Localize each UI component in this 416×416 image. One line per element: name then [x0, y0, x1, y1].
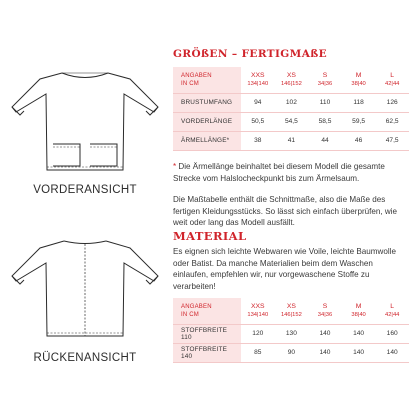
- table-cell: 59,5: [342, 112, 376, 131]
- technical-drawings: [0, 0, 170, 416]
- front-view-sketch: [0, 62, 170, 182]
- size-info-column: [171, 0, 411, 416]
- table-cell: 120: [241, 324, 275, 343]
- size-col-s: S 34|36: [308, 298, 342, 324]
- table-cell: 94: [241, 93, 275, 112]
- size-col-m: M 38|40: [342, 298, 376, 324]
- table-cell: 102: [275, 93, 309, 112]
- table-cell: 62,5: [375, 112, 409, 131]
- material-heading: MATERIAL: [173, 229, 247, 243]
- units-label: ANGABEN IN CM: [173, 67, 241, 93]
- size-col-xs: XS 146|152: [275, 298, 309, 324]
- row-label: BRUSTUMFANG: [173, 93, 241, 112]
- size-col-l: L 42|44: [375, 67, 409, 93]
- table-cell: 160: [375, 324, 409, 343]
- table-cell: 47,5: [375, 131, 409, 150]
- fabric-table: [173, 298, 409, 363]
- size-col-l: L 42|44: [375, 298, 409, 324]
- table-cell: 85: [241, 343, 275, 362]
- table-row: [173, 93, 409, 112]
- table-cell: 140: [342, 324, 376, 343]
- table-cell: 140: [308, 324, 342, 343]
- table-cell: 90: [275, 343, 309, 362]
- back-view-label: RÜCKENANSICHT: [33, 352, 137, 364]
- sizes-heading: GRÖßEN – FERTIGMAßE: [173, 48, 328, 60]
- table-cell: 46: [342, 131, 376, 150]
- size-col-s: S 34|36: [308, 67, 342, 93]
- row-label: VORDERLÄNGE: [173, 112, 241, 131]
- table-cell: 126: [375, 93, 409, 112]
- material-text: Es eignen sich leichte Webwaren wie Voile, leichte Baumwolle oder Batist. Da manche Materialien beim dem Waschen einlaufen, empfehlen wir, nur vorgewaschene Stoffe zu verarbeiten!: [173, 247, 396, 291]
- size-col-xxs: XXS 134|140: [241, 67, 275, 93]
- footnote-text: Die Ärmellänge beinhaltet bei diesem Modell die gesamte Strecke vom Halslocheckpunkt bis zum Ärmelsaum.: [173, 162, 385, 183]
- size-table: [173, 67, 409, 151]
- size-col-xxs: XXS 134|140: [241, 298, 275, 324]
- table-cell: 58,5: [308, 112, 342, 131]
- table-row: [173, 112, 409, 131]
- units-label: ANGABEN IN CM: [173, 298, 241, 324]
- table-cell: 118: [342, 93, 376, 112]
- measurement-info: Die Maßtabelle enthält die Schnittmaße, also die Maße des fertigen Kleidungsstücks. So lässt sich einfach überprüfen, wie weit oder lang das Modell ausfällt.: [173, 195, 398, 228]
- table-cell: 44: [308, 131, 342, 150]
- table-row: [173, 343, 409, 362]
- table-cell: 140: [308, 343, 342, 362]
- table-cell: 130: [275, 324, 309, 343]
- table-cell: 38: [241, 131, 275, 150]
- table-cell: 140: [342, 343, 376, 362]
- front-view-label: VORDERANSICHT: [33, 184, 137, 196]
- footnote-mark: *: [173, 162, 177, 171]
- row-label: STOFFBREITE 140: [173, 343, 241, 362]
- sleeve-footnote: [173, 161, 409, 184]
- table-cell: 41: [275, 131, 309, 150]
- size-col-xs: XS 146|152: [275, 67, 309, 93]
- fabric-table-header: [173, 298, 409, 324]
- back-view-sketch: [0, 232, 170, 344]
- size-col-m: M 38|40: [342, 67, 376, 93]
- table-cell: 54,5: [275, 112, 309, 131]
- size-table-header: [173, 67, 409, 93]
- row-label: STOFFBREITE 110: [173, 324, 241, 343]
- table-row: [173, 131, 409, 150]
- row-label: ÄRMELLÄNGE*: [173, 131, 241, 150]
- table-cell: 50,5: [241, 112, 275, 131]
- table-cell: 110: [308, 93, 342, 112]
- table-cell: 140: [375, 343, 409, 362]
- table-row: [173, 324, 409, 343]
